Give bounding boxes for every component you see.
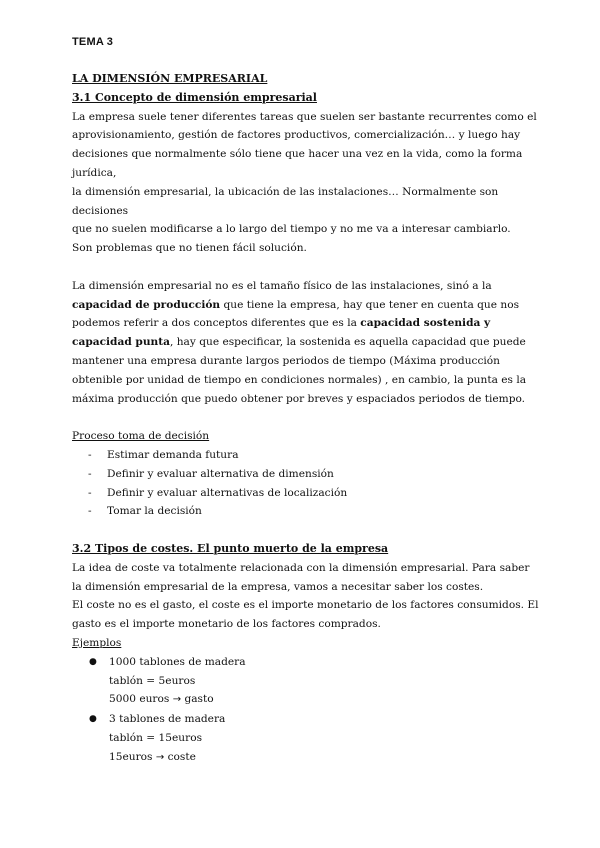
paragraph-line: la dimensión empresarial, la ubicación de las instalaciones… Normalmente son decisiones bbox=[72, 185, 499, 217]
paragraph-line: decisiones que normalmente sólo tiene que hacer una vez en la vida, como la forma jurídica, bbox=[72, 148, 523, 179]
list-item bbox=[72, 484, 542, 503]
examples-list bbox=[72, 653, 542, 768]
process-title: Proceso toma de decisión bbox=[72, 430, 210, 443]
document-title: LA DIMENSIÓN EMPRESARIAL bbox=[72, 72, 268, 85]
section-1-paragraph-2 bbox=[72, 277, 542, 409]
paragraph-text: que tiene la empresa, hay que tener en cuenta que nos podemos referir a dos conceptos diferentes que es la bbox=[72, 298, 520, 330]
dash-marker: - bbox=[88, 467, 92, 480]
paragraph-line: Son problemas que no tienen fácil solución. bbox=[72, 242, 307, 255]
spacer bbox=[72, 521, 542, 540]
paragraph-line: aprovisionamiento, gestión de factores productivos, comercialización… y luego hay bbox=[72, 129, 521, 142]
section-2-paragraph-1: La idea de coste va totalmente relacionada con la dimensión empresarial. Para saber la dimensión empresarial de la empresa, vamos a necesitar saber los costes. bbox=[72, 561, 530, 593]
example-line: tablón = 15euros bbox=[109, 731, 203, 744]
example-line: 1000 tablones de madera bbox=[109, 655, 246, 668]
list-item-text: Tomar la decisión bbox=[107, 505, 202, 518]
paragraph-text: , hay que especificar, la sostenida es aquella capacidad que puede mantener una empresa durante largos periodos de tiempo (Máxima producción obtenible por unidad de tiempo en condiciones normales) , en cambio, la punta es la máxima producción que puedo obtener por breves y espaciados periodos de tiempo. bbox=[72, 336, 527, 405]
example-line: 3 tablones de madera bbox=[109, 713, 226, 726]
dash-marker: - bbox=[88, 505, 92, 518]
paragraph-line: que no suelen modificarse a lo largo del tiempo y no me va a interesar cambiarlo. bbox=[72, 223, 511, 236]
example-line: coste bbox=[167, 750, 196, 763]
page-header: TEMA 3 bbox=[72, 36, 114, 48]
list-item bbox=[72, 446, 542, 465]
bold-term: capacidad de producción bbox=[72, 298, 221, 311]
bullet-marker: ● bbox=[89, 714, 97, 725]
list-item bbox=[72, 653, 542, 710]
examples-title: Ejemplos bbox=[72, 636, 122, 649]
section-1-heading: 3.1 Concepto de dimensión empresarial bbox=[72, 90, 317, 104]
arrow-icon: → bbox=[172, 694, 182, 706]
paragraph-text: La dimensión empresarial no es el tamaño físico de las instalaciones, sinó a la bbox=[72, 279, 492, 292]
list-item-text: Definir y evaluar alternativa de dimensión bbox=[107, 467, 334, 480]
list-item bbox=[72, 502, 542, 521]
spacer bbox=[72, 258, 542, 277]
paragraph-line: La empresa suele tener diferentes tareas que suelen ser bastante recurrentes como el bbox=[72, 110, 537, 123]
list-item bbox=[72, 710, 542, 767]
list-item bbox=[72, 465, 542, 484]
list-item-text: Estimar demanda futura bbox=[107, 448, 239, 461]
section-2-paragraph-2: El coste no es el gasto, el coste es el importe monetario de los factores consumidos. El gasto es el importe monetario de los factores comprados. bbox=[72, 599, 539, 631]
arrow-icon: → bbox=[155, 751, 165, 763]
dash-marker: - bbox=[88, 486, 92, 499]
section-1-paragraph-1 bbox=[72, 108, 542, 258]
spacer bbox=[72, 408, 542, 427]
process-list bbox=[72, 446, 542, 521]
example-line: gasto bbox=[184, 693, 214, 706]
example-line: tablón = 5euros bbox=[109, 674, 196, 687]
dash-marker: - bbox=[88, 448, 92, 461]
list-item-text: Definir y evaluar alternativas de localización bbox=[107, 486, 348, 499]
example-line: 5000 euros bbox=[109, 693, 170, 706]
example-line: 15euros bbox=[109, 750, 153, 763]
bullet-marker: ● bbox=[89, 656, 97, 667]
bold-term: capacidad sostenida y capacidad punta bbox=[72, 317, 491, 349]
section-2-heading: 3.2 Tipos de costes. El punto muerto de la empresa bbox=[72, 541, 389, 555]
document-body bbox=[72, 70, 542, 767]
